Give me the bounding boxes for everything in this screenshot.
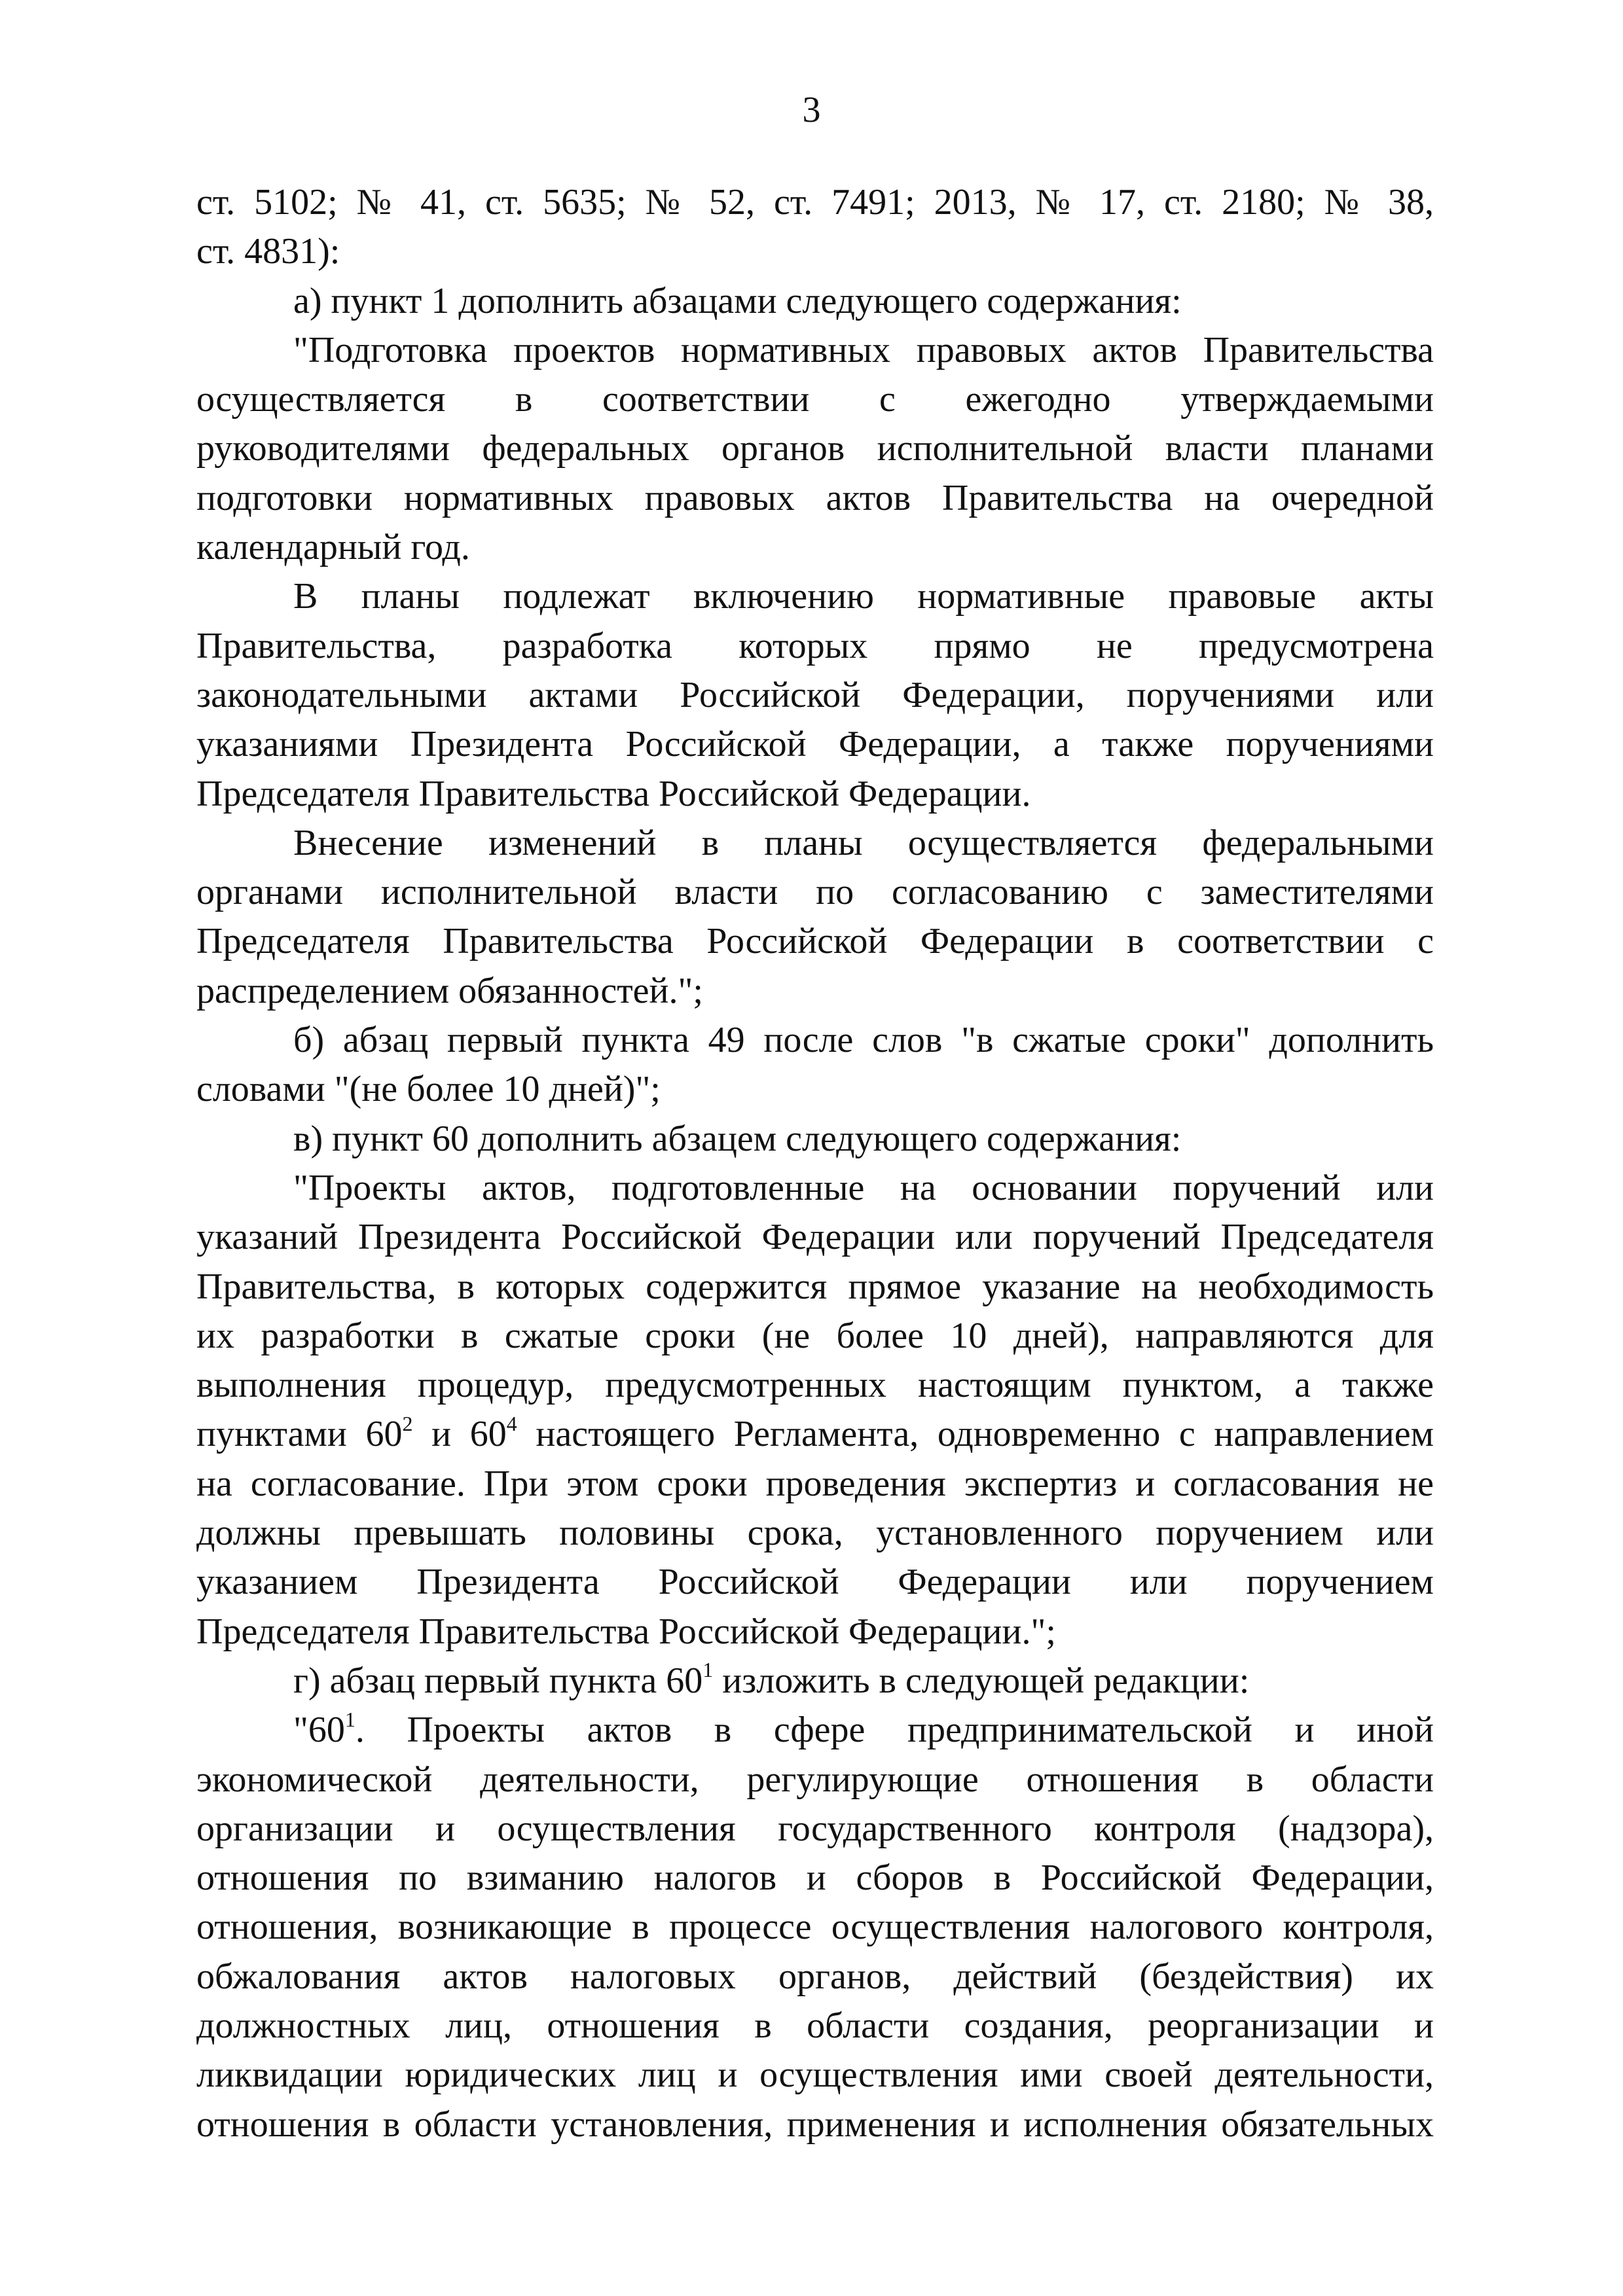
text-segment: г) абзац первый пункта 60 [293, 1660, 703, 1701]
text-segment: . Проекты актов в сфере предпринимательской и иной [355, 1710, 1434, 1751]
paragraph-line: "Подготовка проектов нормативных правовых актов Правительства [293, 329, 1434, 370]
text-line: экономической деятельности, регулирующие отношения в области [196, 1759, 1434, 1800]
superscript: 1 [702, 1658, 714, 1682]
paragraph-line: Внесение изменений в планы осуществляется федеральными [293, 822, 1434, 863]
text-line: Председателя Правительства Российской Федерации в соответствии с [196, 921, 1434, 962]
text-segment: "60 [293, 1710, 345, 1751]
text-line: выполнения процедур, предусмотренных настоящим пунктом, а также [196, 1365, 1434, 1406]
text-line: осуществляется в соответствии с ежегодно утверждаемыми [196, 379, 1434, 420]
text-line: календарный год. [196, 527, 470, 568]
paragraph-line: в) пункт 60 дополнить абзацем следующего содержания: [293, 1118, 1182, 1159]
text-line: распределением обязанностей."; [196, 970, 703, 1011]
text-segment: и 60 [412, 1414, 507, 1455]
text-segment: изложить в следующей редакции: [713, 1660, 1250, 1701]
text-line: должностных лиц, отношения в области создания, реорганизации и [196, 2005, 1434, 2046]
text-line: отношения, возникающие в процессе осуществления налогового контроля, [196, 1907, 1434, 1948]
text-line: ликвидации юридических лиц и осуществления ими своей деятельности, [196, 2054, 1434, 2096]
text-line: Председателя Правительства Российской Федерации."; [196, 1611, 1056, 1652]
text-line: на согласование. При этом сроки проведения экспертиз и согласования не [196, 1463, 1434, 1504]
superscript: 1 [344, 1707, 356, 1731]
superscript: 4 [506, 1411, 517, 1435]
paragraph-line: "Проекты актов, подготовленные на основании поручений или [293, 1167, 1434, 1208]
paragraph-line: б) абзац первый пункта 49 после слов "в сжатые сроки" дополнить [293, 1020, 1434, 1061]
paragraph-line-with-superscript [196, 1706, 1434, 1755]
paragraph-line: В планы подлежат включению нормативные правовые акты [293, 576, 1434, 617]
text-line: ст. 4831): [196, 231, 340, 272]
text-line: Председателя Правительства Российской Федерации. [196, 773, 1031, 814]
text-line: организации и осуществления государственного контроля (надзора), [196, 1808, 1434, 1849]
text-line: их разработки в сжатые сроки (не более 10 дней), направляются для [196, 1315, 1434, 1356]
text-line: указаний Президента Российской Федерации или поручений Председателя [196, 1217, 1434, 1258]
text-line: отношения по взиманию налогов и сборов в Российской Федерации, [196, 1857, 1434, 1899]
text-line: обжалования актов налоговых органов, действий (бездействия) их [196, 1956, 1434, 1997]
text-line: указанием Президента Российской Федерации или поручением [196, 1562, 1434, 1603]
page-number: 3 [802, 90, 821, 130]
text-line: Правительства, разработка которых прямо не предусмотрена [196, 625, 1434, 666]
text-line: ст. 5102; № 41, ст. 5635; № 52, ст. 7491; 2013, № 17, ст. 2180; № 38, [196, 182, 1434, 223]
text-segment: пунктами 60 [196, 1414, 403, 1455]
text-line-with-superscripts [196, 1410, 1434, 1459]
paragraph-line-with-superscript [196, 1657, 1434, 1706]
text-line: органами исполнительной власти по согласованию с заместителями [196, 872, 1434, 913]
text-segment: настоящего Регламента, одновременно с направлением [517, 1414, 1434, 1455]
text-line: Правительства, в которых содержится прямое указание на необходимость [196, 1266, 1434, 1307]
text-line: указаниями Президента Российской Федерации, а также поручениями [196, 724, 1434, 765]
text-line: подготовки нормативных правовых актов Правительства на очередной [196, 477, 1434, 518]
text-line: руководителями федеральных органов исполнительной власти планами [196, 428, 1434, 469]
document-body [196, 178, 1434, 2149]
text-line: словами "(не более 10 дней)"; [196, 1069, 661, 1110]
paragraph-line: а) пункт 1 дополнить абзацами следующего содержания: [293, 280, 1182, 321]
text-line: должны превышать половины срока, установленного поручением или [196, 1513, 1434, 1554]
text-line: отношения в области установления, применения и исполнения обязательных [196, 2104, 1434, 2145]
text-line: законодательными актами Российской Федерации, поручениями или [196, 674, 1434, 715]
superscript: 2 [402, 1411, 413, 1435]
